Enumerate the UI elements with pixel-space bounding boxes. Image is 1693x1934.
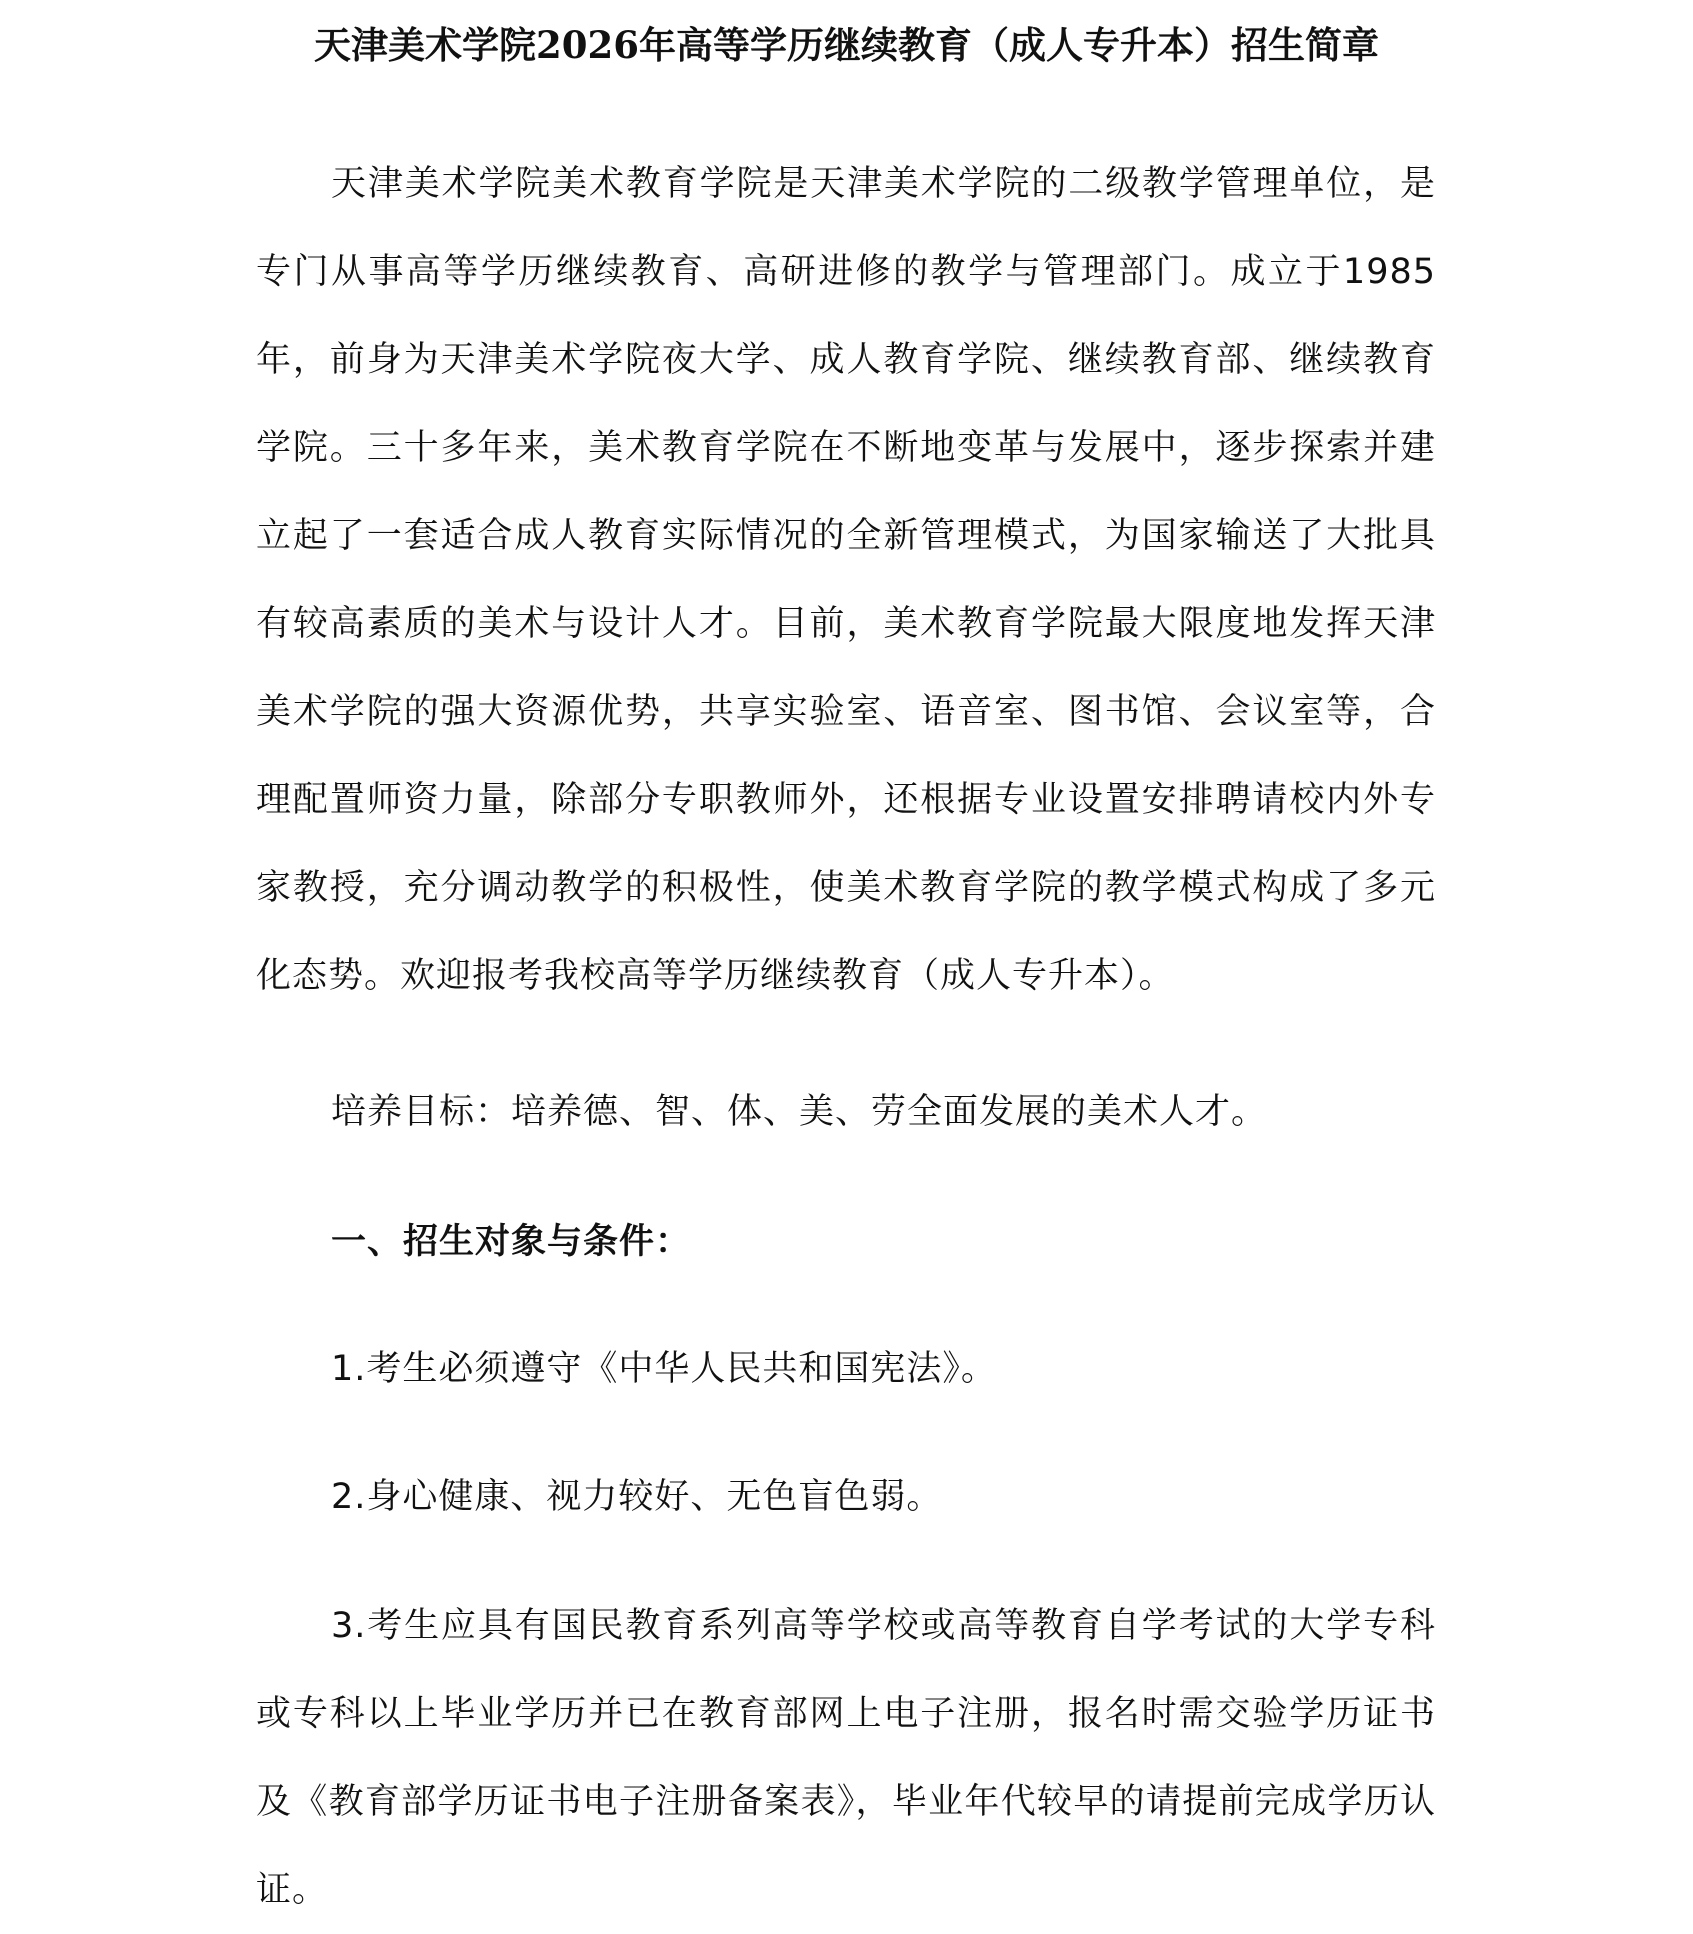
document-title: 天津美术学院2026年高等学历继续教育（成人专升本）招生简章 — [314, 23, 1379, 67]
intro-paragraph: 天津美术学院美术教育学院是天津美术学院的二级教学管理单位，是专门从事高等学历继续教育、高研进修的教学与管理部门。成立于1985年，前身为天津美术学院夜大学、成人教育学院、继续教育部、继续教育学院。三十多年来，美术教育学院在不断地变革与发展中，逐步探索并建立起了一套适合成人教育实际情况的全新管理模式，为国家输送了大批具有较高素质的美术与设计人才。目前，美术教育学院最大限度地发挥天津美术学院的强大资源优势，共享实验室、语音室、图书馆、会议室等，合理配置师资力量，除部分专职教师外，还根据专业设置安排聘请校内外专家教授，充分调动教学的积极性，使美术教育学院的教学模式构成了多元化态势。欢迎报考我校高等学历继续教育（成人专升本）。 — [256, 164, 1436, 996]
section-heading-enrollment: 一、招生对象与条件： — [331, 1222, 692, 1262]
condition-item-2: 2.身心健康、视力较好、无色盲色弱。 — [331, 1477, 943, 1517]
training-goal-paragraph: 培养目标：培养德、智、体、美、劳全面发展的美术人才。 — [331, 1092, 1268, 1132]
condition-item-1: 1.考生必须遵守《中华人民共和国宪法》。 — [331, 1349, 997, 1389]
condition-item-3: 3.考生应具有国民教育系列高等学校或高等教育自学考试的大学专科或专科以上毕业学历并已在教育部网上电子注册，报名时需交验学历证书及《教育部学历证书电子注册备案表》，毕业年代较早的请提前完成学历认证。 — [256, 1606, 1436, 1910]
